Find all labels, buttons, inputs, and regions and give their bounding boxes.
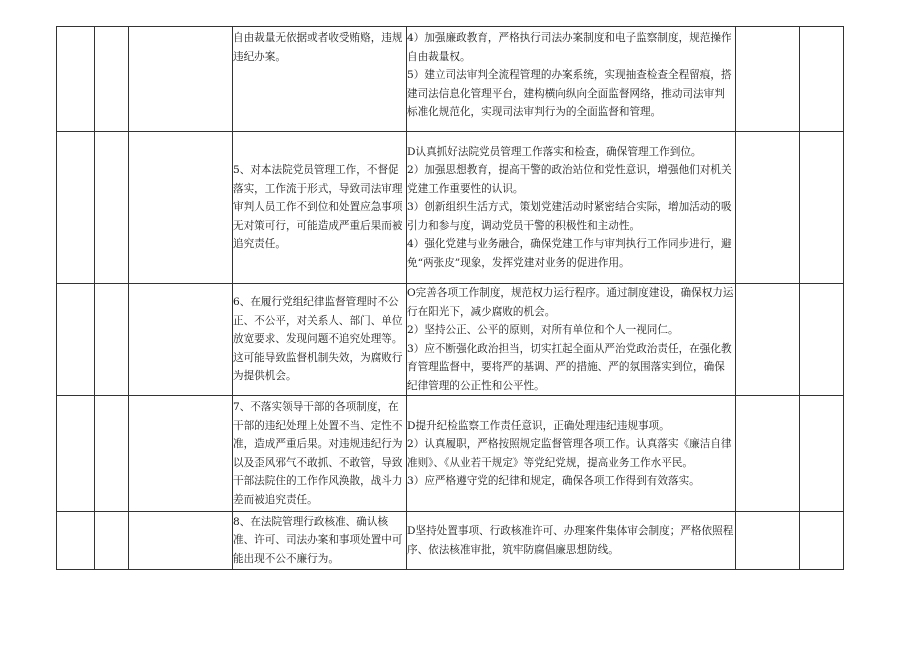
table-cell bbox=[736, 396, 800, 512]
measure-item: 3）应严格遵守党的纪律和规定，确保各项工作得到有效落实。 bbox=[407, 475, 700, 487]
control-measures-cell bbox=[407, 132, 736, 284]
table-cell bbox=[800, 396, 844, 512]
table-cell bbox=[57, 396, 95, 512]
measure-item: 4）加强廉政教育，严格执行司法办案制度和电子监察制度，规范操作自由裁量权。 bbox=[407, 32, 732, 63]
measure-item: D提升纪检监察工作责任意识，正确处理违纪违规事项。 bbox=[407, 419, 670, 432]
table-cell bbox=[800, 132, 844, 284]
risk-point-cell bbox=[233, 132, 407, 284]
table-cell bbox=[95, 27, 129, 132]
table-cell bbox=[129, 132, 233, 284]
table-cell bbox=[95, 396, 129, 512]
measure-item: 4）强化党建与业务融合，确保党建工作与审判执行工作同步进行，避免“两张皮”现象，发挥党建对业务的促进作用。 bbox=[407, 238, 732, 269]
measure-item: D坚持处置事项、行政核准许可、办理案件集体审会制度；严格依照程序、依法核准审批，筑牢防腐倡廉思想防线。 bbox=[407, 525, 734, 556]
table-cell bbox=[57, 132, 95, 284]
table-cell bbox=[95, 132, 129, 284]
measure-item: 3）应不断强化政治担当，切实扛起全面从严治党政治责任，在强化教育管理监督中，要将严的基调、严的措施、严的氛围落实到位，确保纪律管理的公正性和公平性。 bbox=[407, 342, 732, 392]
risk-point-text: 8、在法院管理行政核准、确认核准、许可、司法办案和事项处置中可能出现不公不廉行为。 bbox=[233, 515, 403, 565]
table-cell bbox=[57, 284, 95, 396]
table-cell bbox=[57, 512, 95, 570]
measure-item: 5）建立司法审判全流程管理的办案系统，实现抽查检查全程留痕，搭建司法信息化管理平台，建构横向纵向全面监督网络，推动司法审判标准化规范化，实现司法审判行为的全面监督和管理。 bbox=[407, 69, 732, 118]
control-measures-cell bbox=[407, 284, 736, 396]
table-cell bbox=[736, 27, 800, 132]
table-cell bbox=[736, 132, 800, 284]
table-row bbox=[57, 396, 844, 512]
control-measures-cell bbox=[407, 27, 736, 132]
measure-item: D认真抓好法院党员管理工作落实和检查，确保管理工作到位。 bbox=[407, 145, 702, 158]
table-row bbox=[57, 27, 844, 132]
table-cell bbox=[95, 284, 129, 396]
table-cell bbox=[800, 284, 844, 396]
measure-item: 2）加强思想教育，提高干警的政治站位和党性意识，增强他们对机关党建工作重要性的认识。 bbox=[407, 164, 732, 195]
measure-item: 2）坚持公正、公平的原则，对所有单位和个人一视同仁。 bbox=[407, 324, 679, 336]
control-measures-cell bbox=[407, 396, 736, 512]
table-cell bbox=[129, 396, 233, 512]
table-cell bbox=[736, 512, 800, 570]
table-cell bbox=[129, 284, 233, 396]
risk-point-cell bbox=[233, 396, 407, 512]
risk-point-cell bbox=[233, 27, 407, 132]
table-cell bbox=[95, 512, 129, 570]
risk-point-text: 7、不落实领导干部的各项制度，在干部的违纪处理上处置不当、定性不准，造成严重后果。对违规违纪行为以及歪风邪气不敢抓、不敢管，导致干部法院住的工作作风涣散，战斗力差而被追究责任。 bbox=[233, 401, 403, 506]
table-row bbox=[57, 284, 844, 396]
risk-point-text: 6、在履行党组纪律监督管理时不公正、不公平，对关系人、部门、单位放宽要求、发现问题不追究处理等。这可能导致监督机制失效，为腐败行为提供机会。 bbox=[233, 296, 403, 383]
measure-item: 2）认真履职，严格按照规定监督管理各项工作。认真落实《廉洁自律准则》、《从业若干规定》等党纪党规，提高业务工作水平民。 bbox=[407, 438, 732, 469]
risk-point-text: 自由裁量无依据或者收受贿赂，违规违纪办案。 bbox=[233, 32, 403, 63]
table-row bbox=[57, 512, 844, 570]
table-cell bbox=[800, 512, 844, 570]
table-cell bbox=[57, 27, 95, 132]
control-measures-cell bbox=[407, 512, 736, 570]
table-row bbox=[57, 132, 844, 284]
table-cell bbox=[736, 284, 800, 396]
table-cell bbox=[800, 27, 844, 132]
risk-point-cell bbox=[233, 512, 407, 570]
risk-point-cell bbox=[233, 284, 407, 396]
table-cell bbox=[129, 512, 233, 570]
measure-item: O完善各项工作制度，规范权力运行程序。通过制度建设，确保权力运行在阳光下，减少腐败的机会。 bbox=[407, 287, 734, 318]
table-cell bbox=[129, 27, 233, 132]
risk-point-text: 5、对本法院党员管理工作，不督促落实，工作流于形式，导致司法审理审判人员工作不到位和处置应急事项无对策可行，可能造成严重后果而被追究责任。 bbox=[233, 164, 403, 251]
measure-item: 3）创新组织生活方式，策划党建活动时紧密结合实际，增加活动的吸引力和参与度，调动党员干警的积极性和主动性。 bbox=[407, 201, 732, 232]
risk-control-table bbox=[56, 26, 844, 570]
